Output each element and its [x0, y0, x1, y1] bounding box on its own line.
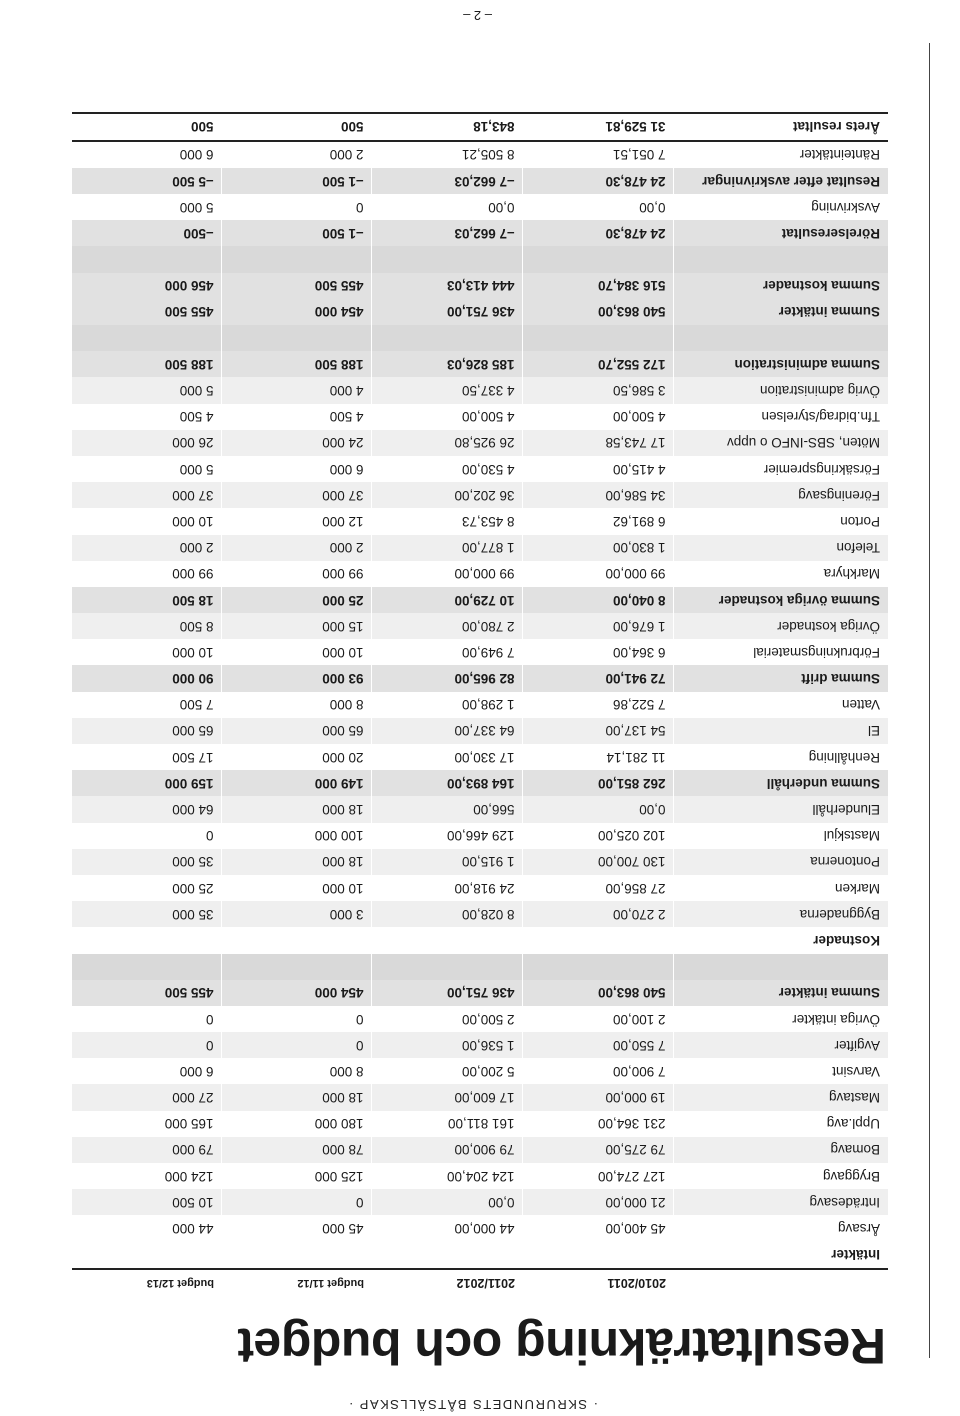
table-cell: 10 000	[222, 639, 372, 665]
table-cell: 455 500	[72, 299, 222, 325]
table-cell: 65 000	[222, 718, 372, 744]
row-label: Möten, SBS-INFO o uppv	[674, 430, 888, 456]
table-cell: 165 000	[72, 1111, 222, 1137]
row-label: Summa övriga kostnader	[674, 587, 888, 613]
table-cell: 15 000	[222, 613, 372, 639]
table-row	[72, 849, 888, 875]
table-cell: 0	[222, 1006, 372, 1032]
table-cell	[222, 954, 372, 980]
table-cell: 7 500	[72, 692, 222, 718]
table-cell	[372, 927, 523, 953]
row-label: Renhållning	[674, 744, 888, 770]
table-cell: 36 202,00	[372, 482, 523, 508]
table-cell: 5 000	[72, 194, 222, 220]
table-cell: 4 500	[222, 404, 372, 430]
page-number: – 2 –	[463, 8, 492, 23]
table-cell	[222, 325, 372, 351]
row-label: Byggnaderna	[674, 901, 888, 927]
table-cell: 1 298,00	[372, 692, 523, 718]
table-row	[72, 1189, 888, 1215]
row-label: Telefon	[674, 535, 888, 561]
row-label: Inträdesavg	[674, 1189, 888, 1215]
table-cell: 125 000	[222, 1163, 372, 1189]
table-cell: 31 529,81	[523, 113, 674, 141]
table-cell: 1 877,00	[372, 535, 523, 561]
row-label: Kostnader	[813, 932, 880, 948]
table-cell: 18 500	[72, 587, 222, 613]
table-cell: 17 330,00	[372, 744, 523, 770]
table-cell: 65 000	[72, 718, 222, 744]
section-heading-row	[72, 1242, 888, 1269]
row-label: Rörelseresultat	[674, 220, 888, 246]
row-label: Intäkter	[831, 1247, 880, 1263]
income-statement-table	[72, 112, 888, 1296]
table-cell: 45 000	[222, 1215, 372, 1241]
table-cell: 3 000	[222, 901, 372, 927]
table-cell: 8 040,00	[523, 587, 674, 613]
table-body	[72, 113, 888, 1269]
row-label: Årsavg	[674, 1215, 888, 1241]
table-cell: 188 500	[72, 351, 222, 377]
row-label	[674, 325, 888, 351]
summary-row	[72, 113, 888, 141]
table-cell: 10 500	[72, 1189, 222, 1215]
table-cell	[523, 247, 674, 273]
summary-row	[72, 299, 888, 325]
table-cell: 99 000,00	[523, 561, 674, 587]
table-cell: 4 337,50	[372, 377, 523, 403]
table-cell: 18 000	[222, 1085, 372, 1111]
row-label: Summa administration	[674, 351, 888, 377]
table-cell: 2 000	[222, 141, 372, 168]
table-cell	[72, 247, 222, 273]
row-label: Bryggavg	[674, 1163, 888, 1189]
table-cell: 79 900,00	[372, 1137, 523, 1163]
table-cell: 37 000	[72, 482, 222, 508]
table-row	[72, 141, 888, 168]
table-cell: 0	[222, 1032, 372, 1058]
table-row	[72, 1163, 888, 1189]
table-cell: 1 915,00	[372, 849, 523, 875]
row-label: Bomavg	[674, 1137, 888, 1163]
row-label: Uppl.avg	[674, 1111, 888, 1137]
row-label: Porton	[674, 508, 888, 534]
table-cell	[222, 1242, 372, 1269]
table-cell: 10 000	[222, 875, 372, 901]
table-row	[72, 1006, 888, 1032]
table-cell: 159 000	[72, 770, 222, 796]
table-row	[72, 482, 888, 508]
table-cell: 79 275,00	[523, 1137, 674, 1163]
table-cell: 2 270,00	[523, 901, 674, 927]
summary-row	[72, 220, 888, 246]
table-cell: 10 000	[72, 639, 222, 665]
table-cell: 27 856,00	[523, 875, 674, 901]
table-cell: 0	[72, 1006, 222, 1032]
table-row	[72, 377, 888, 403]
margin-rule	[929, 43, 930, 1358]
table-cell: 45 400,00	[523, 1215, 674, 1241]
row-label: Summa kostnader	[674, 273, 888, 299]
row-label: Vatten	[674, 692, 888, 718]
table-row	[72, 194, 888, 220]
table-cell: 444 413,03	[372, 273, 523, 299]
table-cell: 0,00	[523, 796, 674, 822]
table-cell: –7 662,03	[372, 168, 523, 194]
summary-row	[72, 273, 888, 299]
table-row	[72, 1137, 888, 1163]
table-cell: 231 364,00	[523, 1111, 674, 1137]
table-row	[72, 404, 888, 430]
row-label: Övriga intäkter	[674, 1006, 888, 1032]
table-cell: 7 949,00	[372, 639, 523, 665]
table-row	[72, 456, 888, 482]
table-cell: 6 364,00	[523, 639, 674, 665]
table-cell: 436 751,00	[372, 980, 523, 1006]
table-cell: 17 743,58	[523, 430, 674, 456]
table-cell: 35 000	[72, 849, 222, 875]
table-cell: 149 000	[222, 770, 372, 796]
table-cell	[523, 325, 674, 351]
table-row	[72, 508, 888, 534]
row-label: Mastavg	[674, 1085, 888, 1111]
table-cell: 500	[222, 113, 372, 141]
table-row	[72, 1032, 888, 1058]
table-cell: 843,18	[372, 113, 523, 141]
table-cell: 455 500	[222, 273, 372, 299]
row-label: Summa intäkter	[674, 299, 888, 325]
table-cell: –5 500	[72, 168, 222, 194]
table-cell: 8 505,21	[372, 141, 523, 168]
spacer-row	[72, 247, 888, 273]
table-cell: 4 500,00	[523, 404, 674, 430]
table-row	[72, 1058, 888, 1084]
table-cell: 54 137,00	[523, 718, 674, 744]
table-cell: 566,00	[372, 796, 523, 822]
table-cell: 93 000	[222, 666, 372, 692]
table-cell	[372, 247, 523, 273]
table-cell: 172 552,70	[523, 351, 674, 377]
table-cell: 124 204,00	[372, 1163, 523, 1189]
table-cell: 456 000	[72, 273, 222, 299]
table-cell: 10 000	[72, 508, 222, 534]
table-row	[72, 875, 888, 901]
table-cell: 1 536,00	[372, 1032, 523, 1058]
summary-row	[72, 587, 888, 613]
table-cell: 540 863,00	[523, 299, 674, 325]
table-cell: 1 676,00	[523, 613, 674, 639]
table-cell: 90 000	[72, 666, 222, 692]
table-cell: 2 000	[222, 535, 372, 561]
table-cell	[372, 325, 523, 351]
table-cell: 6 891,62	[523, 508, 674, 534]
column-header: budget 11/12	[222, 1269, 372, 1296]
row-label: Summa underhåll	[674, 770, 888, 796]
column-header: budget 12/13	[72, 1269, 222, 1296]
table-cell: 17 600,00	[372, 1085, 523, 1111]
table-cell	[72, 1242, 222, 1269]
table-row	[72, 639, 888, 665]
table-cell: 0	[72, 1032, 222, 1058]
table-cell	[72, 927, 222, 953]
table-cell: 7 051,51	[523, 141, 674, 168]
organization-header: · SKRURUNDETS BÅTSÄLLSKAP ·	[347, 1397, 598, 1412]
table-cell: 454 000	[222, 980, 372, 1006]
summary-row	[72, 168, 888, 194]
table-row	[72, 430, 888, 456]
row-label	[674, 954, 888, 980]
table-cell: 64 337,00	[372, 718, 523, 744]
table-row	[72, 1085, 888, 1111]
table-cell: 24 478,30	[523, 168, 674, 194]
row-label: Övriga kostnader	[674, 613, 888, 639]
table-cell: –1 500	[222, 220, 372, 246]
summary-row	[72, 666, 888, 692]
table-cell: 44 000,00	[372, 1215, 523, 1241]
table-cell: 10 729,00	[372, 587, 523, 613]
table-cell: 180 000	[222, 1111, 372, 1137]
table-cell: 185 826,03	[372, 351, 523, 377]
row-label: Förbrukningsmaterial	[674, 639, 888, 665]
row-label: Försäkringspremier	[674, 456, 888, 482]
page-title: Resultaträkning och budget	[237, 1318, 886, 1374]
table-cell: 99 000,00	[372, 561, 523, 587]
table-cell: 6 000	[72, 141, 222, 168]
row-label: Ränteintäkter	[674, 141, 888, 168]
row-label: Avgifter	[674, 1032, 888, 1058]
row-label: Föreningsavg	[674, 482, 888, 508]
table-cell: 25 000	[222, 587, 372, 613]
table-cell: 516 384,70	[523, 273, 674, 299]
table-cell	[222, 927, 372, 953]
table-cell: 188 500	[222, 351, 372, 377]
table-row	[72, 823, 888, 849]
table-row	[72, 1215, 888, 1241]
table-cell: 19 000,00	[523, 1085, 674, 1111]
table-row	[72, 692, 888, 718]
table-cell: 124 000	[72, 1163, 222, 1189]
table-cell	[523, 927, 674, 953]
summary-row	[72, 770, 888, 796]
summary-row	[72, 980, 888, 1006]
table-cell	[72, 954, 222, 980]
table-cell: 8 500	[72, 613, 222, 639]
table-cell: 0,00	[372, 194, 523, 220]
table-cell: 2 100,00	[523, 1006, 674, 1032]
table-row	[72, 901, 888, 927]
table-cell: 0	[72, 823, 222, 849]
table-cell	[372, 954, 523, 980]
table-row	[72, 613, 888, 639]
table-cell: 1 830,00	[523, 535, 674, 561]
table-cell: 3 586,50	[523, 377, 674, 403]
summary-row	[72, 351, 888, 377]
row-label	[674, 247, 888, 273]
table-cell: 78 000	[222, 1137, 372, 1163]
table-cell: 24 000	[222, 430, 372, 456]
table-cell: 8 028,00	[372, 901, 523, 927]
table-cell: 26 000	[72, 430, 222, 456]
table-cell: 6 000	[72, 1058, 222, 1084]
table-cell	[523, 954, 674, 980]
table-cell: –7 662,03	[372, 220, 523, 246]
table-cell: 130 700,00	[523, 849, 674, 875]
table-cell: 4 500,00	[372, 404, 523, 430]
row-label: Tfn.bidrag/styrelsen	[674, 404, 888, 430]
table-cell: 27 000	[72, 1085, 222, 1111]
row-label: Marken	[674, 875, 888, 901]
table-cell: 455 500	[72, 980, 222, 1006]
row-label: Summa drift	[674, 666, 888, 692]
table-row	[72, 796, 888, 822]
table-cell: 99 000	[72, 561, 222, 587]
table-cell: 82 965,00	[372, 666, 523, 692]
spacer-row	[72, 954, 888, 980]
table-cell: 7 550,00	[523, 1032, 674, 1058]
table-cell	[372, 1242, 523, 1269]
table-row	[72, 744, 888, 770]
table-cell: 11 281,14	[523, 744, 674, 770]
table-cell: 4 000	[222, 377, 372, 403]
table-row	[72, 561, 888, 587]
table-cell: 8 000	[222, 692, 372, 718]
table-cell: 161 811,00	[372, 1111, 523, 1137]
row-label: Pontonerna	[674, 849, 888, 875]
table-cell: 100 000	[222, 823, 372, 849]
row-label: Mastskjul	[674, 823, 888, 849]
row-label: Elunderhåll	[674, 796, 888, 822]
table-cell	[222, 247, 372, 273]
table-cell: –1 500	[222, 168, 372, 194]
table-cell: 18 000	[222, 796, 372, 822]
table-cell: 102 025,00	[523, 823, 674, 849]
table-cell: 4 415,00	[523, 456, 674, 482]
row-label: Varvsint	[674, 1058, 888, 1084]
table-cell: 99 000	[222, 561, 372, 587]
table-row	[72, 1111, 888, 1137]
table-cell: 7 522,86	[523, 692, 674, 718]
row-label: Avskrivning	[674, 194, 888, 220]
table-cell: 127 274,00	[523, 1163, 674, 1189]
column-header	[674, 1269, 888, 1296]
table-cell: 5 200,00	[372, 1058, 523, 1084]
table-cell: 37 000	[222, 482, 372, 508]
row-label: Summa intäkter	[674, 980, 888, 1006]
row-label: El	[674, 718, 888, 744]
table-cell: 35 000	[72, 901, 222, 927]
table-cell	[523, 1242, 674, 1269]
table-cell: 21 000,00	[523, 1189, 674, 1215]
column-header: 2011/2012	[372, 1269, 523, 1296]
table-cell: 2 500,00	[372, 1006, 523, 1032]
table-cell: 26 925,80	[372, 430, 523, 456]
table-cell: 24 478,30	[523, 220, 674, 246]
table-cell: –500	[72, 220, 222, 246]
table-cell: 79 000	[72, 1137, 222, 1163]
table-cell: 7 900,00	[523, 1058, 674, 1084]
table-row	[72, 535, 888, 561]
table-cell: 24 918,00	[372, 875, 523, 901]
table-cell: 64 000	[72, 796, 222, 822]
table-cell: 262 851,00	[523, 770, 674, 796]
table-cell: 2 780,00	[372, 613, 523, 639]
table-cell: 5 000	[72, 377, 222, 403]
row-label: Övrig administration	[674, 377, 888, 403]
section-heading-row	[72, 927, 888, 953]
table-cell: 18 000	[222, 849, 372, 875]
table-cell: 34 586,00	[523, 482, 674, 508]
table-cell	[72, 325, 222, 351]
table-cell: 8 453,73	[372, 508, 523, 534]
table-header-row	[72, 1269, 888, 1296]
column-header: 2010/2011	[523, 1269, 674, 1296]
table-cell: 25 000	[72, 875, 222, 901]
table-cell: 12 000	[222, 508, 372, 534]
table-cell: 0,00	[523, 194, 674, 220]
table-cell: 0	[222, 1189, 372, 1215]
table-cell: 0,00	[372, 1189, 523, 1215]
table-cell: 454 000	[222, 299, 372, 325]
table-cell: 164 893,00	[372, 770, 523, 796]
table-row	[72, 718, 888, 744]
table-cell: 4 500	[72, 404, 222, 430]
table-cell: 540 863,00	[523, 980, 674, 1006]
table-cell: 436 751,00	[372, 299, 523, 325]
table-cell: 72 941,00	[523, 666, 674, 692]
table-cell: 44 000	[72, 1215, 222, 1241]
table-cell: 8 000	[222, 1058, 372, 1084]
table-cell: 4 530,00	[372, 456, 523, 482]
table-cell: 0	[222, 194, 372, 220]
row-label: Årets resultat	[674, 113, 888, 141]
row-label: Markhyra	[674, 561, 888, 587]
table-cell: 500	[72, 113, 222, 141]
table-cell: 20 000	[222, 744, 372, 770]
table-cell: 129 466,00	[372, 823, 523, 849]
table-cell: 2 000	[72, 535, 222, 561]
row-label: Resultat efter avskrivningar	[674, 168, 888, 194]
table-cell: 5 000	[72, 456, 222, 482]
table-cell: 6 000	[222, 456, 372, 482]
spacer-row	[72, 325, 888, 351]
table-cell: 17 500	[72, 744, 222, 770]
